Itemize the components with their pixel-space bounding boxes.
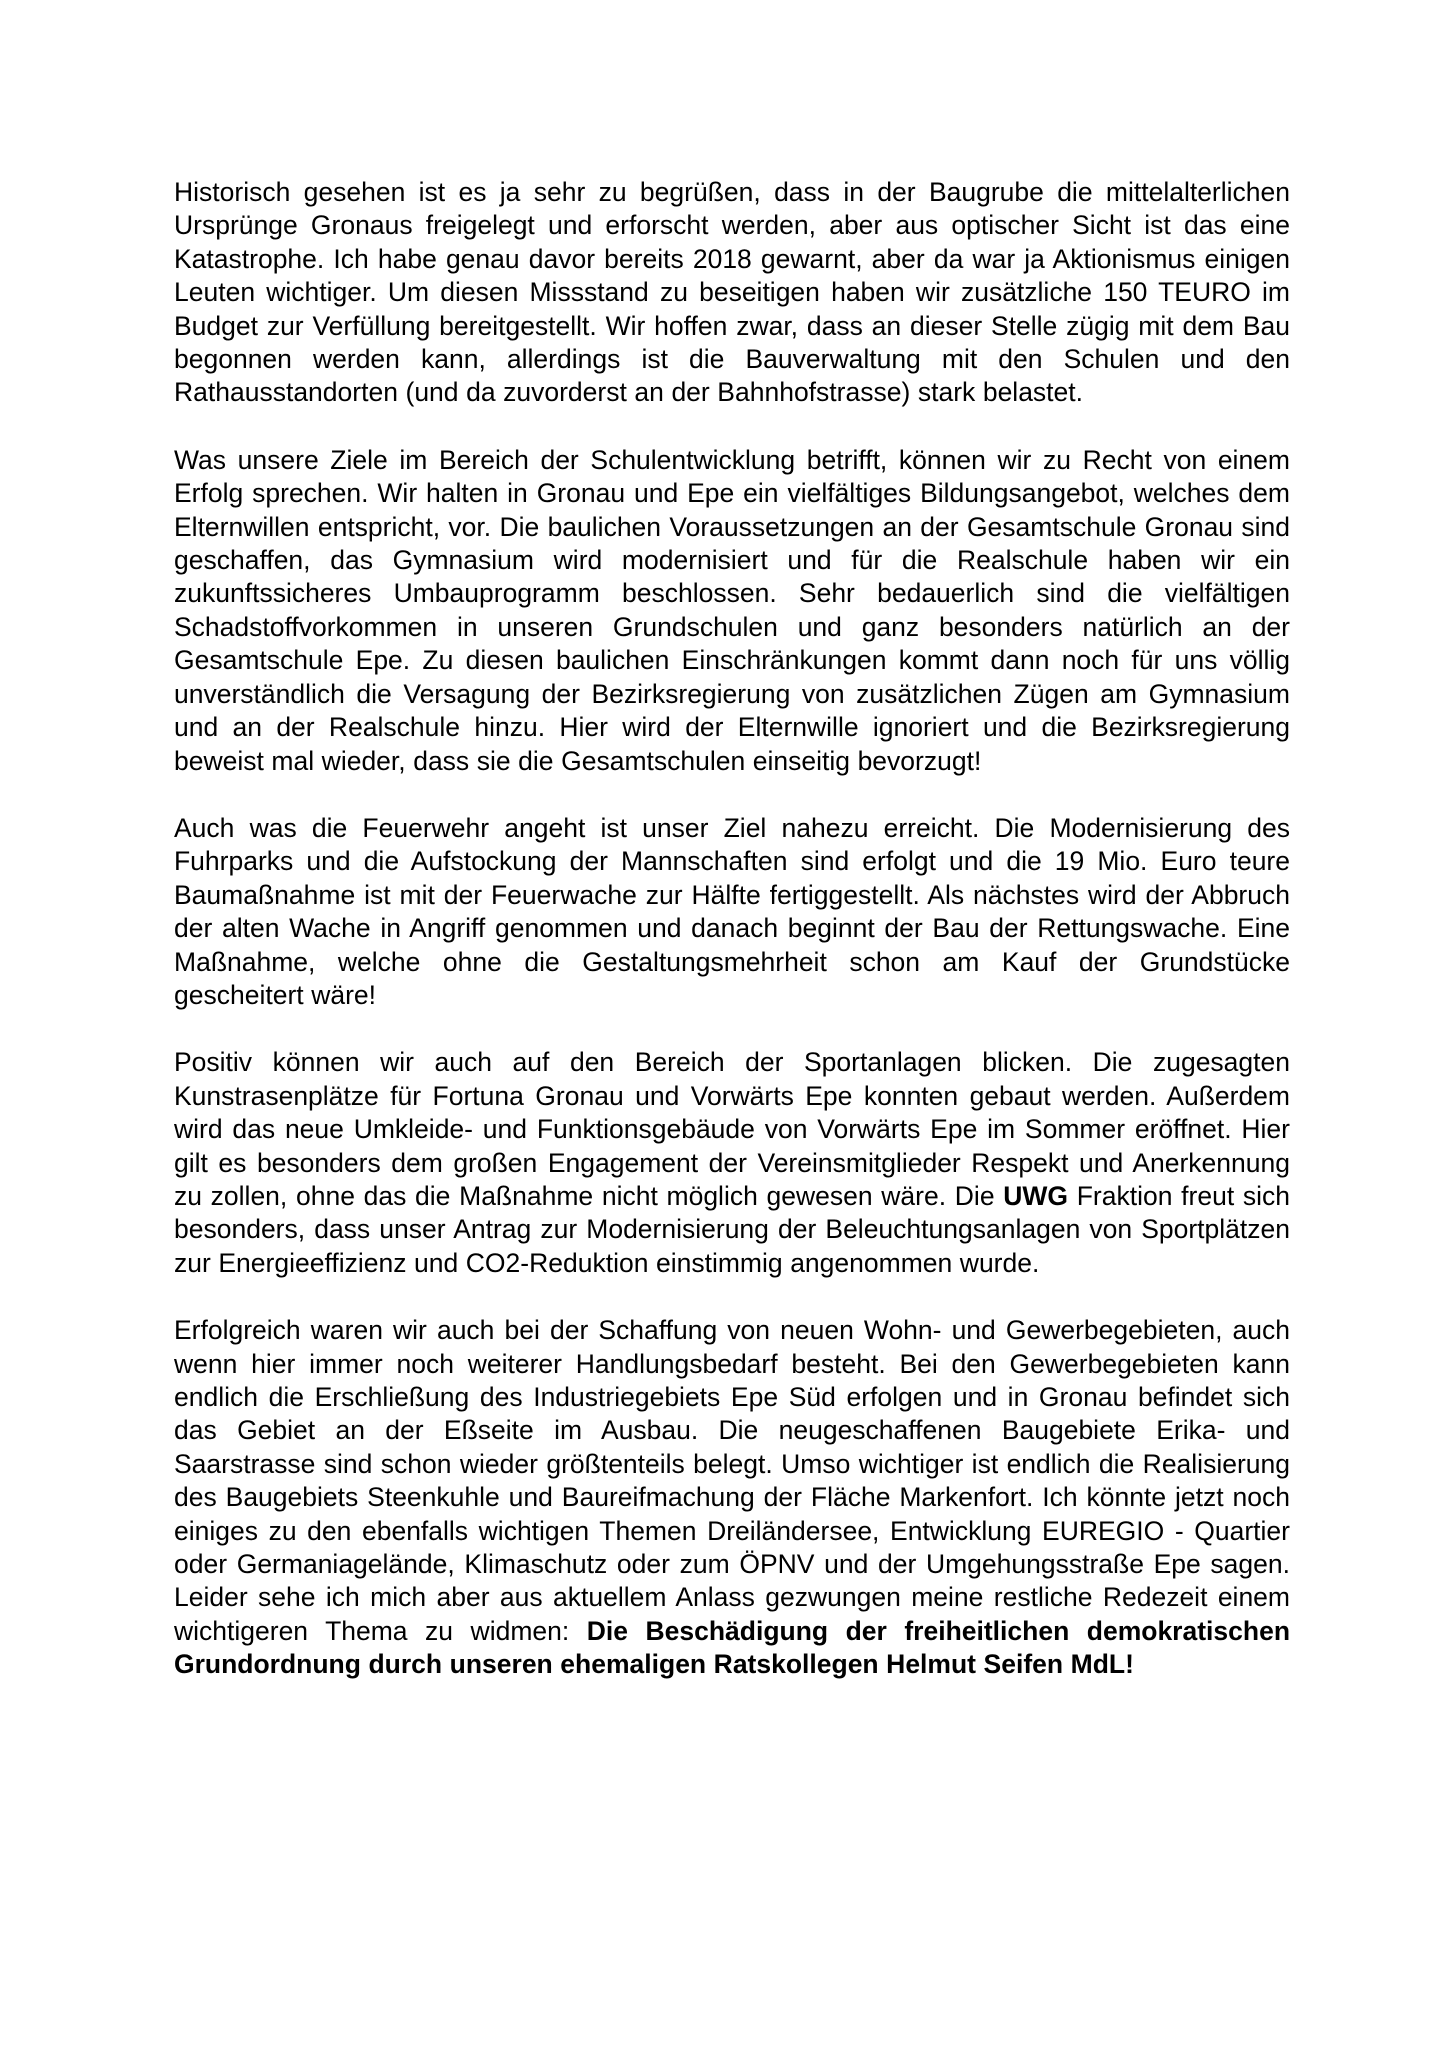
- uwg-bold-text: UWG: [1003, 1180, 1069, 1211]
- paragraph-text: Positiv können wir auch auf den Bereich der Sportanlagen blicken. Die zugesagten Kunstrasenplätze für Fortuna Gronau und Vorwärts Epe konnten gebaut werden. Außerdem wird das neue Umkleide- und Funktionsgebäude von Vorwärts Epe im Sommer eröffnet. Hier gilt es besonders dem großen Engagement der Vereinsmitglieder Respekt und Anerkennung zu zollen, ohne das die Maßnahme nicht möglich gewesen wäre. Die: [174, 1047, 1290, 1211]
- paragraph-text: Fraktion freut sich besonders, dass unser Antrag zur Modernisierung der Beleuchtungsanlagen von Sportplätzen zur Energieeffizienz und CO2-Reduktion einstimmig angenommen wurde.: [174, 1180, 1290, 1278]
- paragraph-feuerwehr: [174, 812, 1290, 1012]
- paragraph-text: Auch was die Feuerwehr angeht ist unser Ziel nahezu erreicht. Die Modernisierung des Fuhrparks und die Aufstockung der Mannschaften sind erfolgt und die 19 Mio. Euro teure Baumaßnahme ist mit der Feuerwache zur Hälfte fertiggestellt. Als nächstes wird der Abbruch der alten Wache in Angriff genommen und danach beginnt der Bau der Rettungswache. Eine Maßnahme, welche ohne die Gestaltungsmehrheit schon am Kauf der Grundstücke gescheitert wäre!: [174, 812, 1290, 1010]
- paragraph-text: Historisch gesehen ist es ja sehr zu begrüßen, dass in der Baugrube die mittelalterlichen Ursprünge Gronaus freigelegt und erforscht werden, aber aus optischer Sicht ist das eine Katastrophe. Ich habe genau davor bereits 2018 gewarnt, aber da war ja Aktionismus einigen Leuten wichtiger. Um diesen Missstand zu beseitigen haben wir zusätzliche 150 TEURO im Budget zur Verfüllung bereitgestellt. Wir hoffen zwar, dass an dieser Stelle zügig mit dem Bau begonnen werden kann, allerdings ist die Bauverwaltung mit den Schulen und den Rathausstandorten (und da zuvorderst an der Bahnhofstrasse) stark belastet.: [174, 177, 1290, 408]
- paragraph-text: Erfolgreich waren wir auch bei der Schaffung von neuen Wohn- und Gewerbegebieten, auch wenn hier immer noch weiterer Handlungsbedarf besteht. Bei den Gewerbegebieten kann endlich die Erschließung des Industriegebiets Epe Süd erfolgen und in Gronau befindet sich das Gebiet an der Eßseite im Ausbau. Die neugeschaffenen Baugebiete Erika- und Saarstrasse sind schon wieder größtenteils belegt. Umso wichtiger ist endlich die Realisierung des Baugebiets Steenkuhle und Baureifmachung der Fläche Markenfort. Ich könnte jetzt noch einiges zu den ebenfalls wichtigen Themen Dreiländersee, Entwicklung EUREGIO - Quartier oder Germaniagelände, Klimaschutz oder zum ÖPNV und der Umgehungsstraße Epe sagen. Leider sehe ich mich aber aus aktuellem Anlass gezwungen meine restliche Redezeit einem wichtigeren Thema zu widmen:: [174, 1315, 1290, 1646]
- paragraph-text: Was unsere Ziele im Bereich der Schulentwicklung betrifft, können wir zu Recht von einem Erfolg sprechen. Wir halten in Gronau und Epe ein vielfältiges Bildungsangebot, welches dem Elternwillen entspricht, vor. Die baulichen Voraussetzungen an der Gesamtschule Gronau sind geschaffen, das Gymnasium wird modernisiert und für die Realschule haben wir ein zukunftssicheres Umbauprogramm beschlossen. Sehr bedauerlich sind die vielfältigen Schadstoffvorkommen in unseren Grundschulen und ganz besonders natürlich an der Gesamtschule Epe. Zu diesen baulichen Einschränkungen kommt dann noch für uns völlig unverständlich die Versagung der Bezirksregierung von zusätzlichen Zügen am Gymnasium und an der Realschule hinzu. Hier wird der Elternwille ignoriert und die Bezirksregierung beweist mal wieder, dass sie die Gesamtschulen einseitig bevorzugt!: [174, 444, 1290, 776]
- paragraph-baugrube: [174, 176, 1290, 410]
- document-body: [174, 176, 1290, 1716]
- paragraph-schulentwicklung: [174, 444, 1290, 778]
- closing-bold-statement: Die Beschädigung der freiheitlichen demokratischen Grundordnung durch unseren ehemaligen Ratskollegen Helmut Seifen MdL!: [174, 1615, 1291, 1680]
- paragraph-wohn-gewerbegebiete: [174, 1314, 1290, 1681]
- paragraph-sportanlagen: [174, 1046, 1290, 1280]
